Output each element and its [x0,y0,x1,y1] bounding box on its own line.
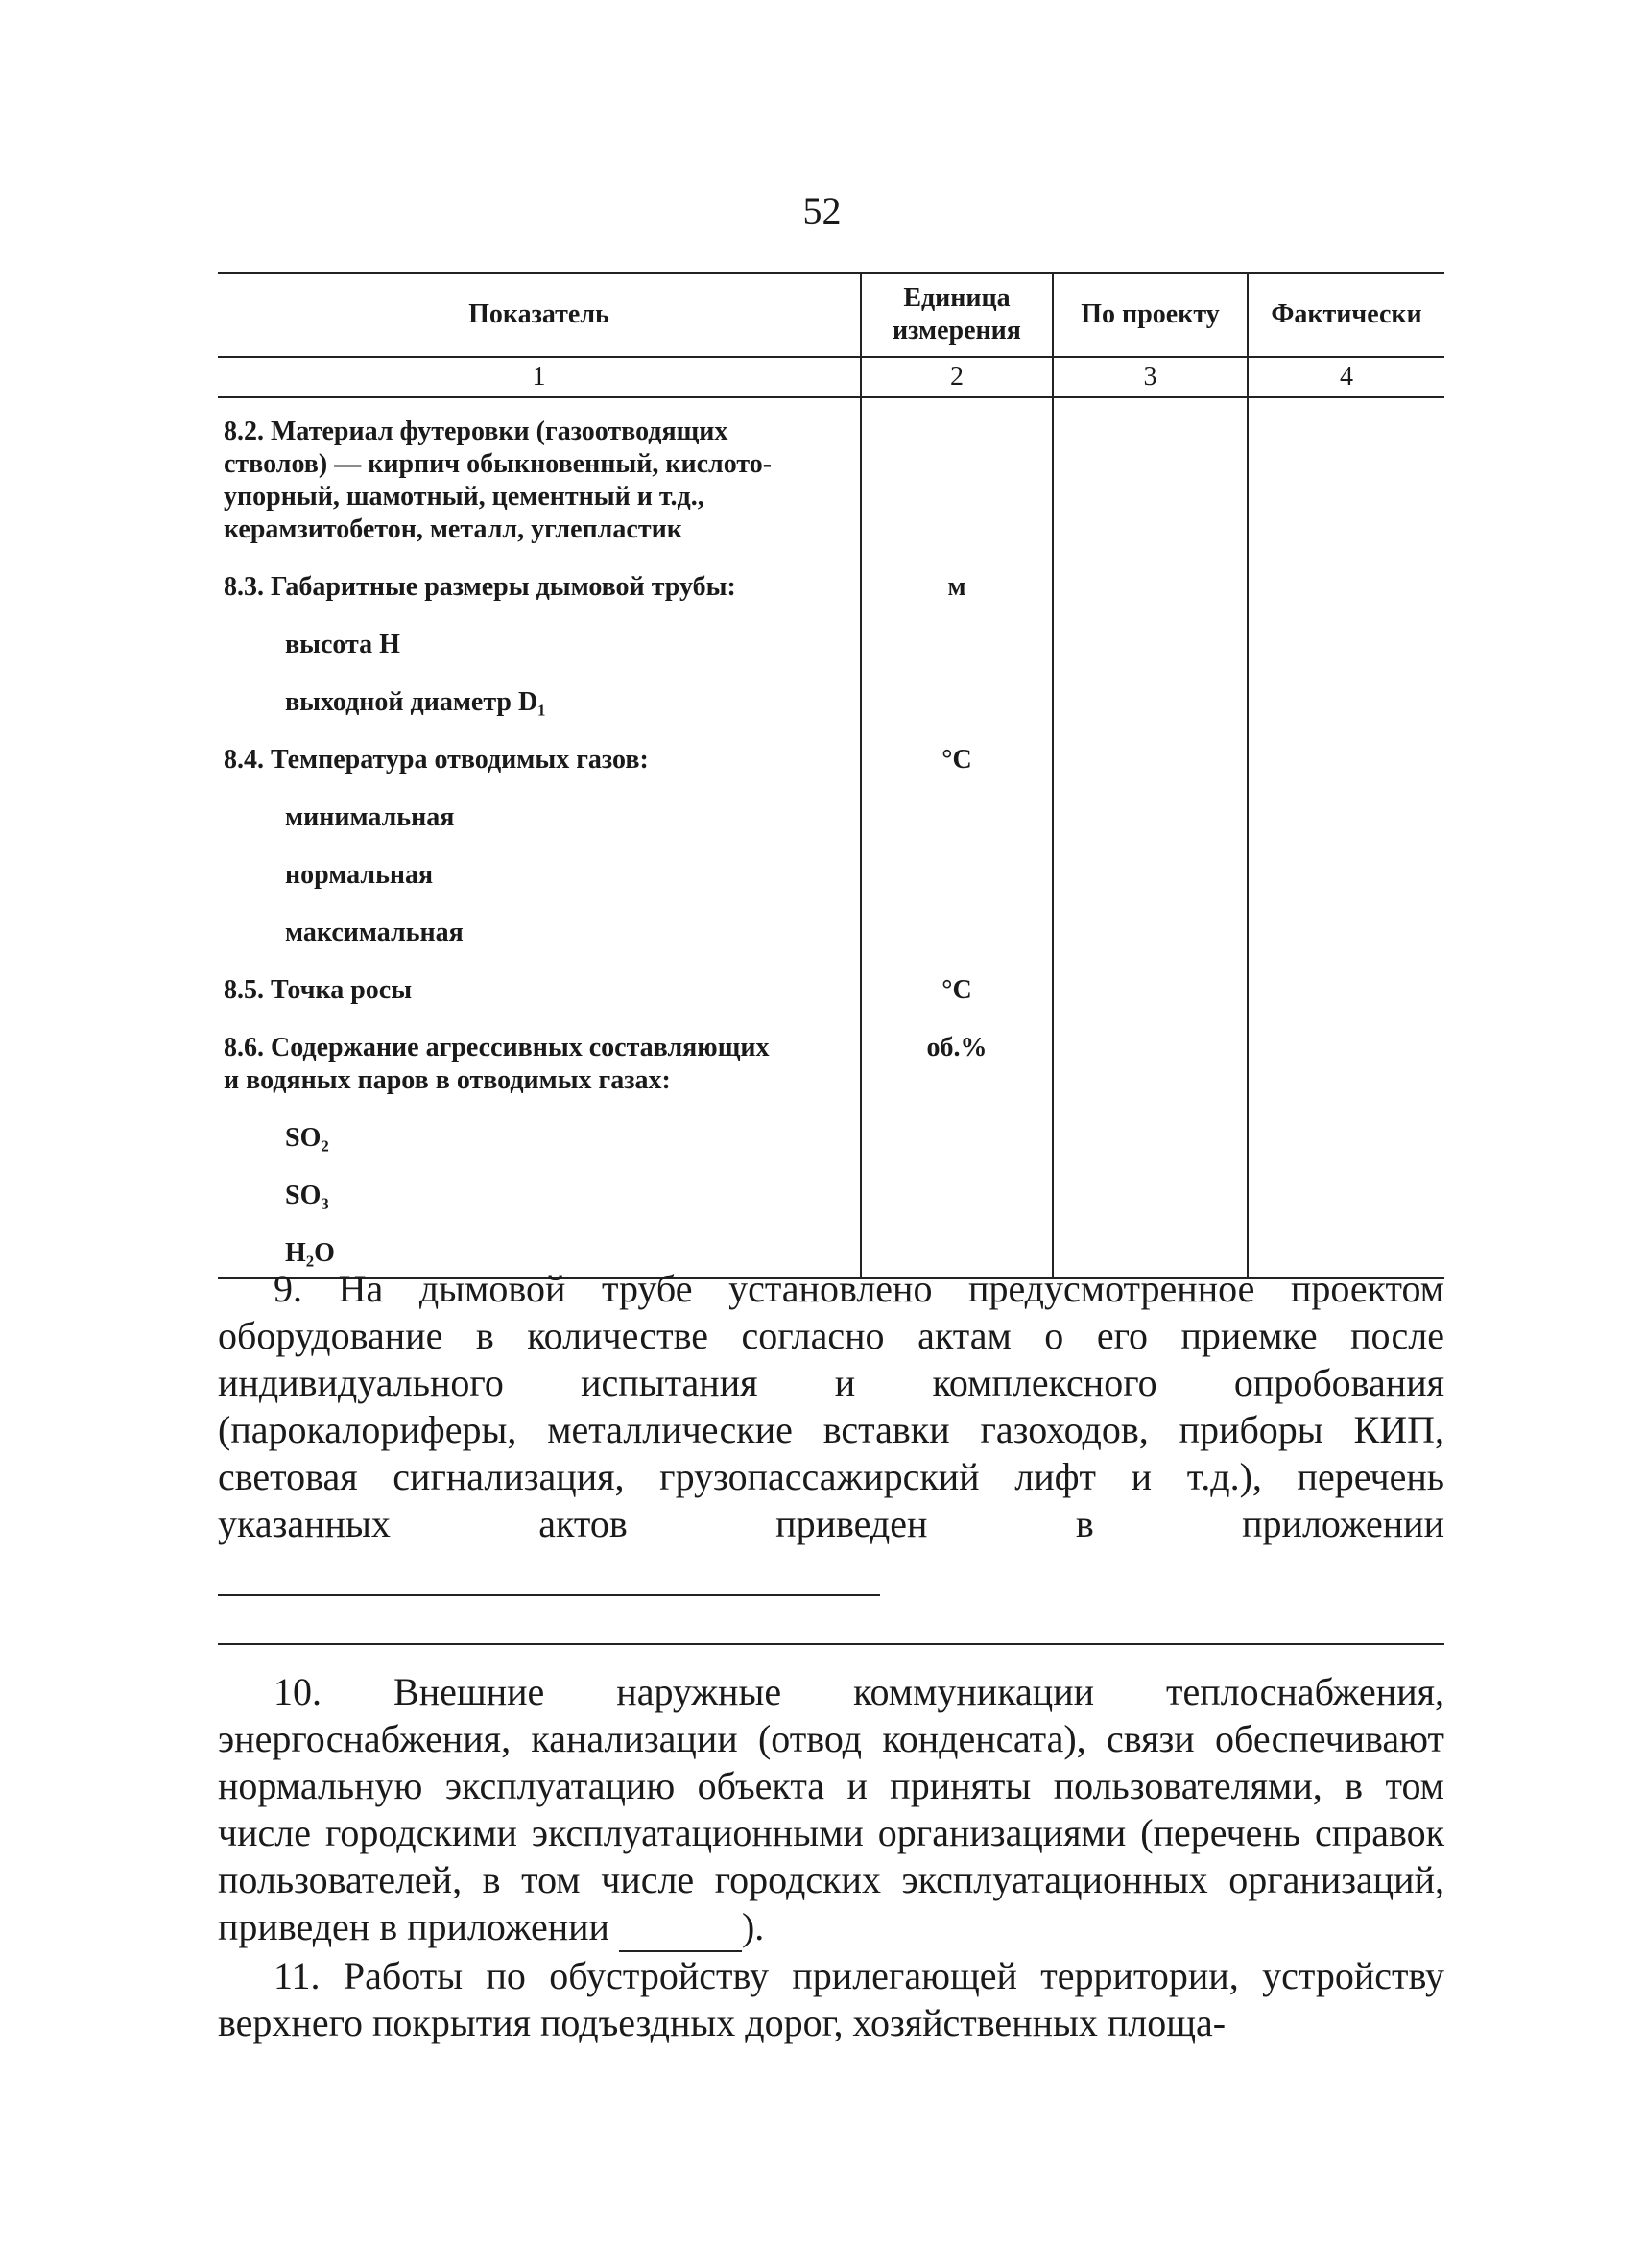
indicator-text: выходной диаметр D₁ [285,687,546,717]
unit-text: м [947,572,966,602]
indicator-cell [218,397,861,1278]
paragraph-9 [218,1265,1444,1596]
table-row [224,571,854,604]
header-unit-line2: измерения [893,316,1021,346]
unit-row [868,1032,1046,1097]
table-row [224,1032,854,1097]
paragraph-11-text: 11. Работы по обустройству прилегающей территории, устройству верхнего покрытия подъездных дорог, хозяйственных площа- [218,1954,1444,2044]
unit-text [868,801,1046,834]
unit-row [868,629,1046,661]
header-unit-line1: Единица [903,283,1011,313]
body-text-2 [218,1668,1444,2046]
unit-text [868,859,1046,892]
project-cell [1053,397,1248,1278]
column-number: 2 [861,357,1053,397]
unit-row [868,686,1046,719]
table-row [224,974,854,1007]
unit-row [868,416,1046,546]
table-row [224,629,854,661]
table-header-row [218,273,1444,357]
unit-text [868,917,1046,949]
indicator-text: 8.4. Температура отводимых газов: [224,745,649,775]
unit-text [868,629,1046,661]
unit-text: об.% [926,1033,988,1062]
unit-list [862,398,1052,1270]
unit-row [868,974,1046,1007]
unit-row [868,917,1046,949]
table-row [224,1122,854,1155]
column-number: 3 [1053,357,1248,397]
indicator-text: стволов) — кирпич обыкновенный, кислото- [224,449,773,479]
table-row [224,859,854,892]
unit-text [868,481,1046,513]
unit-row [868,1180,1046,1212]
unit-text [868,448,1046,481]
indicator-text: и водяных паров в отводимых газах: [224,1065,671,1095]
paragraph-11 [218,1952,1444,2046]
table-row [224,801,854,834]
indicator-text: 8.5. Точка росы [224,975,413,1005]
indicator-list [218,398,860,1277]
unit-row [868,571,1046,604]
column-number-row [218,357,1444,397]
unit-text [868,1180,1046,1212]
paragraph-9-text: 9. На дымовой трубе установлено предусмотренное проектом оборудование в количестве согласно актам о его приемке после индивидуального испытания и комплексного опробования (парокалориферы, металлические вставки газоходов, приборы КИП, световая сигнализация, грузопассажирский лифт и т.д.), перечень указанных актов приведен в приложении [218,1267,1444,1545]
indicator-text: максимальная [285,918,464,947]
table-row [224,416,854,546]
actual-cell [1248,397,1444,1278]
indicator-text: 8.2. Материал футеровки (газоотводящих [224,417,728,446]
paragraph-10 [218,1668,1444,1952]
indicator-text: 8.6. Содержание агрессивных составляющих [224,1033,770,1062]
indicator-text: керамзитобетон, металл, углепластик [224,514,682,544]
blank-line [619,1903,742,1952]
table-body-row [218,397,1444,1278]
unit-cell [861,397,1053,1278]
unit-row [868,859,1046,892]
indicator-text: 8.3. Габаритные размеры дымовой трубы: [224,572,736,602]
table-row [224,917,854,949]
header-project: По проекту [1053,273,1248,357]
column-number: 1 [218,357,861,397]
indicator-text: упорный, шамотный, цементный и т.д., [224,482,704,512]
paragraph-10-text: 10. Внешние наружные коммуникации теплоснабжения, энергоснабжения, канализации (отвод конденсата), связи обеспечивают нормальную эксплуатацию объекта и приняты пользователями, в том числе городскими эксплуатационными организациями (перечень справок пользователей, в том числе городских эксплуатационных организаций, приведен в приложении [218,1670,1444,1948]
parameters-table [218,272,1444,1279]
table-row [224,1180,854,1212]
header-unit [861,273,1053,357]
unit-row [868,1122,1046,1155]
indicator-text: SO₂ [285,1123,329,1153]
table-row [224,744,854,776]
unit-text [868,416,1046,448]
indicator-text: H₂O [285,1238,335,1268]
indicator-text: нормальная [285,860,434,890]
unit-row [868,744,1046,776]
table-row [224,686,854,719]
column-number: 4 [1248,357,1444,397]
page-number: 52 [802,189,842,232]
header-indicator: Показатель [218,273,861,357]
paragraph-10-end: ). [741,1905,765,1948]
unit-text: °С [941,975,972,1005]
unit-text [868,1122,1046,1155]
blank-line [218,1547,880,1596]
unit-text: °С [941,745,972,775]
unit-text [868,1064,1046,1097]
indicator-text: минимальная [285,802,455,832]
indicator-text: высота H [285,630,400,659]
unit-text [868,686,1046,719]
unit-row [868,801,1046,834]
body-text [218,1265,1444,1596]
divider-line [218,1643,1444,1645]
unit-text [868,513,1046,546]
header-actual: Фактически [1248,273,1444,357]
indicator-text: SO₃ [285,1181,329,1210]
